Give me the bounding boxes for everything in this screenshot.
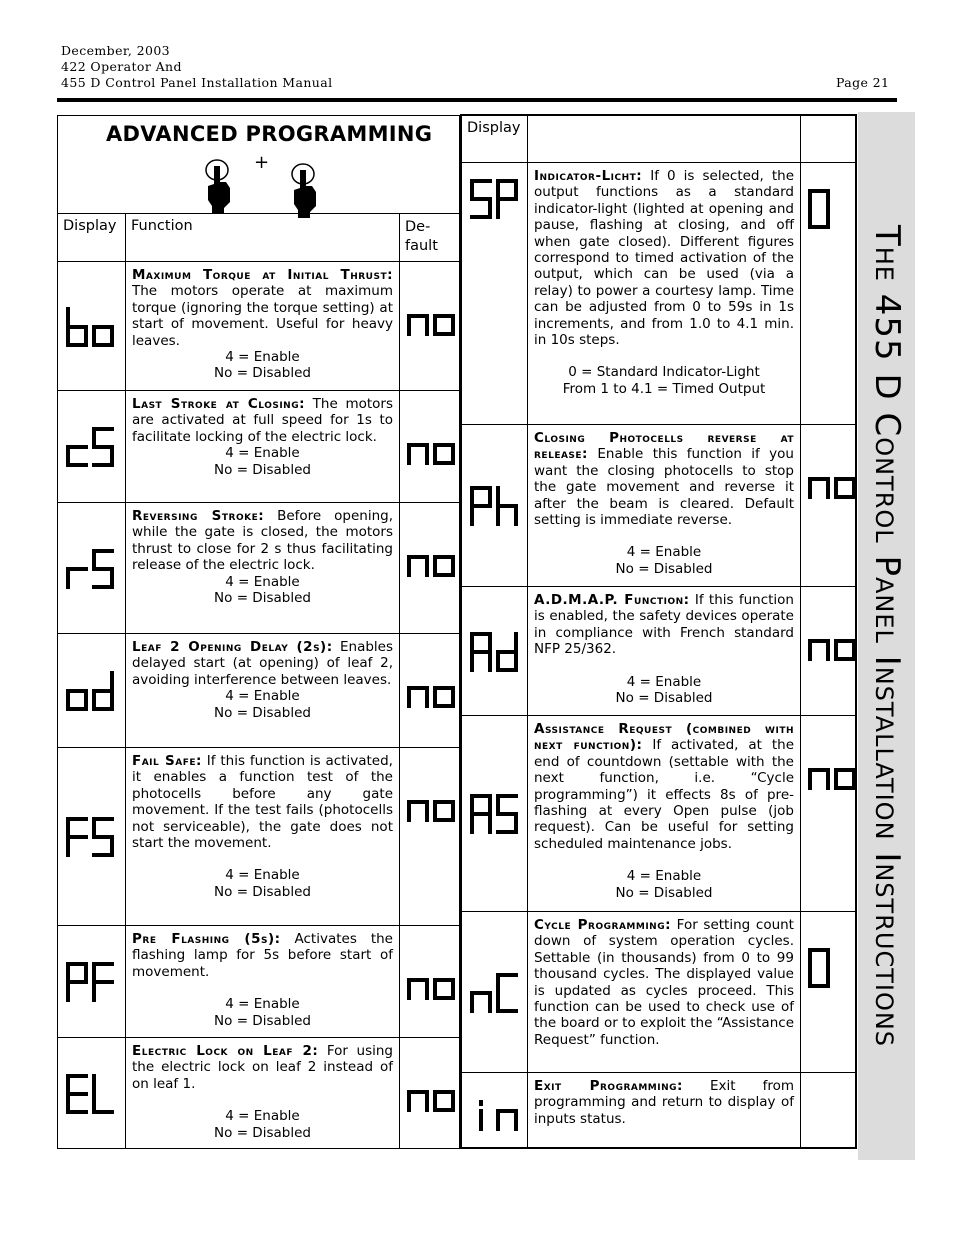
option-line: 4 = Enable (626, 544, 702, 561)
display-code-ph (468, 484, 520, 528)
column-header-default: De- fault (400, 214, 460, 262)
function-description: If activated, at the end of countdown (settable with the next function, i.e. “Cycle programming”) it effects 8s of pre-flashing at every Open pulse (job request). Can be useful for setting scheduled maintenance jobs. (534, 737, 794, 852)
function-description: For using the electric lock on leaf 2 instead of on leaf 1. (132, 1043, 393, 1092)
option-line: 4 = Enable (626, 673, 702, 690)
default-value-cell (400, 748, 460, 926)
column-header-default-empty (801, 116, 856, 163)
function-description: If 0 is selected, the output functions as a standard indicator-light (lighted at opening and pause, flashing at closing, and off when gate closed). Different figures correspond to timed activation of the output, which can be used (via a relay) to power a courtesy lamp. Time can be adjusted from 0 to 59s in 1s increments, and from 1.0 to 4.1 min. in 10s steps. (534, 168, 794, 349)
default-value-cell (801, 587, 856, 716)
option-line: No = Disabled (214, 883, 311, 900)
default-value-no (405, 780, 457, 824)
default-value-no (405, 1070, 457, 1114)
function-cell (126, 926, 400, 1038)
default-value-cell (400, 1038, 460, 1149)
table-row (462, 912, 856, 1073)
function-cell (528, 716, 801, 912)
option-line: 4 = Enable (225, 1108, 300, 1125)
header-line-2: 422 Operator And (61, 59, 182, 74)
table-row (58, 634, 460, 748)
table-row (58, 503, 460, 634)
default-value-0 (806, 187, 832, 231)
default-value-cell (400, 926, 460, 1038)
function-description: If this function is enabled, the safety devices operate in compliance with French standard NFP 25/362. (534, 592, 794, 658)
push-button-icon (204, 158, 240, 214)
table-row (462, 716, 856, 912)
function-name: Cycle Programming: (534, 917, 671, 933)
display-code-rs (64, 547, 116, 591)
function-cell (126, 262, 400, 391)
function-description: Enables delayed start (at opening) of leaf 2, avoiding interference between leaves. (132, 639, 394, 688)
default-value-cell (801, 1073, 856, 1148)
function-name: Fail Safe: (132, 753, 202, 769)
display-code-cell (58, 926, 126, 1038)
header-line-3: 455 D Control Panel Installation Manual (61, 75, 333, 90)
display-code-cell (58, 391, 126, 503)
display-code-cell (462, 716, 528, 912)
push-button-icon (290, 162, 326, 218)
option-line: 4 = Enable (225, 349, 300, 366)
function-description: Activates the flashing lamp for 5s before start of movement. (132, 931, 393, 980)
default-value-0 (806, 946, 832, 990)
default-value-no (405, 423, 457, 467)
display-code-nc (468, 971, 520, 1015)
function-cell (126, 1038, 400, 1149)
display-code-cell (462, 163, 528, 425)
function-name: Reversing Stroke: (132, 508, 265, 524)
display-code-cell (58, 1038, 126, 1149)
function-cell (528, 163, 801, 425)
table-row (462, 425, 856, 587)
option-line: No = Disabled (214, 704, 311, 721)
function-description: Before opening, while the gate is closed, the motors thrust to close for 2 s thus facilitating release of the electric lock. (132, 508, 393, 574)
function-description: For setting count down of system operation cycles. Settable (in thousands) from 0 to 99 thousand cycles. The displayed value is updated as cycles proceed. This function can be used to check use of the board or to exploit the “Assistance Request” function. (534, 917, 794, 1048)
display-code-cell (58, 748, 126, 926)
table-row (58, 262, 460, 391)
side-tab (858, 112, 915, 1160)
default-value-cell (400, 391, 460, 503)
function-name: Exit Programming: (534, 1078, 683, 1094)
display-code-cell (462, 425, 528, 587)
display-code-in (468, 1089, 520, 1133)
column-header-function-empty (528, 116, 801, 163)
function-name: Last Stroke at Closing: (132, 396, 305, 412)
function-name: Assistance Request (combined with next function): (534, 721, 794, 754)
option-line: 4 = Enable (225, 688, 300, 705)
option-line: 4 = Enable (626, 868, 702, 885)
table-row (58, 1038, 460, 1149)
display-code-ad (468, 630, 520, 674)
option-line: 4 = Enable (225, 996, 300, 1013)
option-line: 0 = Standard Indicator-Light (568, 364, 760, 381)
display-code-fs (64, 815, 116, 859)
function-description: If this function is activated, it enables a function test of the photocells before any gate movement. If the test fails (photocells not serviceable), the gate does not start the movement. (132, 753, 393, 852)
default-value-cell (801, 425, 856, 587)
default-value-cell (400, 262, 460, 391)
option-line: No = Disabled (214, 1012, 311, 1029)
default-value-no (405, 294, 457, 338)
default-value-no (405, 535, 457, 579)
option-line: No = Disabled (615, 560, 713, 577)
display-code-od (64, 669, 116, 713)
function-cell (126, 748, 400, 926)
function-name: A.D.M.A.P. Function: (534, 592, 690, 608)
document-header (61, 43, 332, 91)
default-value-cell (400, 634, 460, 748)
option-line: 4 = Enable (225, 445, 300, 462)
option-line: 4 = Enable (225, 867, 300, 884)
function-cell (126, 503, 400, 634)
display-code-as (468, 792, 520, 836)
table-row (58, 391, 460, 503)
display-code-sp (468, 177, 520, 221)
option-line: No = Disabled (214, 590, 311, 607)
table-row (58, 748, 460, 926)
table-row (462, 1073, 856, 1148)
table-row (462, 587, 856, 716)
function-description: Enable this function if you want the closing photocells to stop the gate movement and reverse it after the beam is cleared. Default setting is immediate reverse. (534, 446, 794, 529)
function-name: Maximum Torque at Initial Thrust: (132, 267, 393, 283)
left-programming-table (57, 115, 460, 1149)
default-value-no (806, 619, 858, 663)
right-programming-table (461, 115, 856, 1148)
side-title: The 455 D Control Panel Installation Instructions (866, 224, 907, 1048)
function-description: The motors operate at maximum torque (ignoring the torque setting) at start of movement. Useful for heavy leaves. (132, 283, 393, 349)
display-code-cell (462, 587, 528, 716)
default-value-cell (801, 912, 856, 1073)
option-line: No = Disabled (615, 690, 713, 707)
option-line: 4 = Enable (225, 573, 300, 590)
option-line: No = Disabled (214, 461, 311, 478)
option-line: No = Disabled (214, 365, 311, 382)
function-name: Indicator-Licht: (534, 168, 643, 184)
default-value-cell (801, 716, 856, 912)
default-value-cell (801, 163, 856, 425)
page-number: Page 21 (836, 75, 890, 90)
function-name: Electric Lock on Leaf 2: (132, 1043, 319, 1059)
default-value-cell (400, 503, 460, 634)
default-value-no (405, 666, 457, 710)
column-header-display: Display (462, 116, 528, 163)
default-value-no (405, 958, 457, 1002)
function-cell (126, 391, 400, 503)
display-code-cs (64, 425, 116, 469)
function-name: Leaf 2 Opening Delay (2s): (132, 639, 333, 655)
function-cell (528, 912, 801, 1073)
display-code-bo (64, 305, 116, 349)
table-title: ADVANCED PROGRAMMING (106, 122, 433, 146)
default-value-no (806, 457, 858, 501)
function-cell (528, 425, 801, 587)
table-title-cell (58, 116, 460, 214)
function-cell (528, 1073, 801, 1148)
function-description: Exit from programming and return to display of inputs status. (534, 1078, 794, 1127)
display-code-cell (462, 912, 528, 1073)
display-code-cell (58, 503, 126, 634)
function-cell (528, 587, 801, 716)
display-code-cell (58, 262, 126, 391)
display-code-pf (64, 960, 116, 1004)
table-row (462, 163, 856, 425)
table-row (58, 926, 460, 1038)
option-line: No = Disabled (615, 884, 713, 901)
plus-sign: + (254, 152, 270, 173)
header-rule (57, 98, 897, 102)
function-cell (126, 634, 400, 748)
display-code-cell (58, 634, 126, 748)
header-date: December, 2003 (61, 43, 171, 58)
display-code-cell (462, 1073, 528, 1148)
option-line: From 1 to 4.1 = Timed Output (562, 380, 766, 397)
column-header-display: Display (58, 214, 126, 262)
function-name: Closing Photocells reverse at release: (534, 430, 794, 463)
option-line: No = Disabled (214, 1124, 311, 1141)
default-value-no (806, 748, 858, 792)
function-description: The motors are activated at full speed for 1s to facilitate locking of the electric lock. (132, 396, 393, 445)
column-header-function: Function (126, 214, 400, 262)
function-name: Pre Flashing (5s): (132, 931, 281, 947)
display-code-el (64, 1072, 116, 1116)
